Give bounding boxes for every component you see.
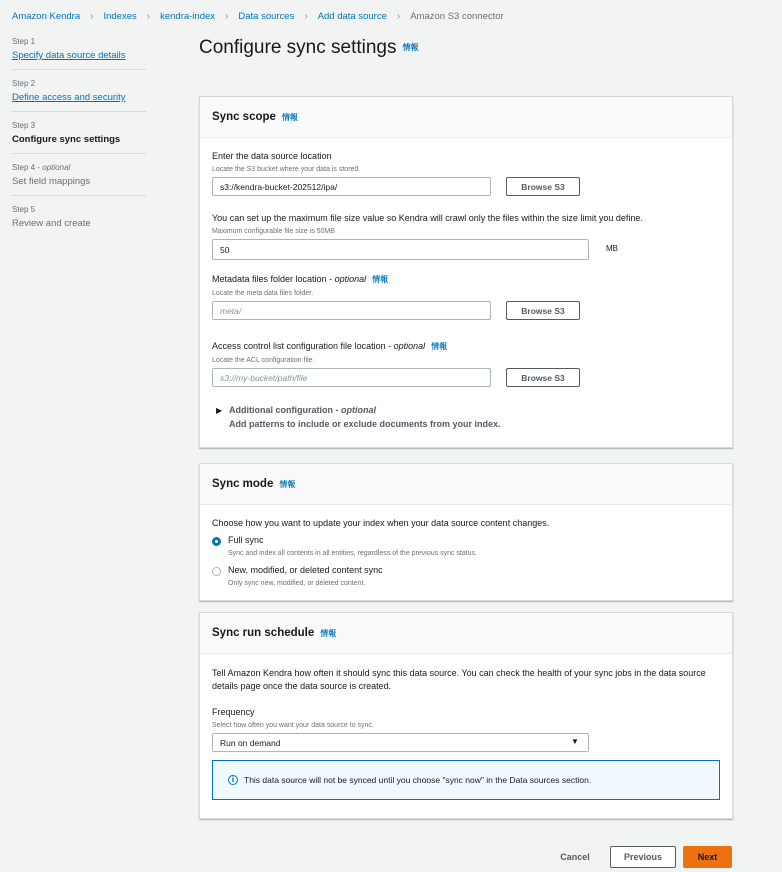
- incremental-sync-description: Only sync new, modified, or deleted content.: [228, 580, 366, 587]
- full-sync-radio[interactable]: [212, 537, 221, 546]
- sync-mode-panel: [199, 463, 733, 601]
- incremental-sync-label[interactable]: New, modified, or deleted content sync: [228, 565, 383, 575]
- breadcrumb-amazon-kendra[interactable]: Amazon Kendra: [12, 11, 81, 22]
- chevron-right-icon: ›: [146, 11, 151, 22]
- info-link[interactable]: 情報: [402, 43, 419, 53]
- breadcrumb: [12, 11, 504, 22]
- info-link[interactable]: 情報: [320, 628, 337, 638]
- max-size-input[interactable]: 50: [212, 239, 589, 260]
- optional-tag: optional: [393, 341, 426, 351]
- location-input[interactable]: s3://kendra-bucket-202512/ipa/: [212, 177, 491, 196]
- frequency-select[interactable]: [212, 733, 589, 752]
- browse-s3-button[interactable]: Browse S3: [506, 301, 580, 320]
- step-1: [12, 37, 146, 70]
- panel-body: [200, 654, 732, 819]
- location-label: Enter the data source location: [212, 151, 332, 161]
- step-5: [12, 205, 146, 237]
- panel-header: [200, 613, 732, 654]
- step-link-access-security[interactable]: Define access and security: [12, 92, 126, 103]
- step-number: Step 2: [12, 79, 36, 88]
- full-sync-description: Sync and index all contents in all entities, regardless of the previous sync status.: [228, 550, 478, 557]
- breadcrumb-add-data-source[interactable]: Add data source: [317, 11, 387, 22]
- breadcrumb-kendra-index[interactable]: kendra-index: [160, 11, 216, 22]
- optional-tag: optional: [42, 163, 71, 172]
- alert-message: This data source will not be synced until you choose "sync now" in the Data sources section.: [244, 775, 592, 785]
- acl-label-text: Access control list configuration file location: [212, 341, 386, 351]
- chevron-right-icon: ›: [90, 11, 94, 22]
- additional-config-description: Add patterns to include or exclude documents from your index.: [229, 419, 501, 429]
- acl-description: Locate the ACL configuration file.: [212, 357, 315, 364]
- panel-title: Sync scope: [212, 111, 276, 123]
- step-number: Step 5: [12, 205, 36, 214]
- step-current-sync-settings: Configure sync settings: [12, 134, 121, 145]
- step-number: Step 1: [12, 37, 36, 46]
- step-field-mappings: Set field mappings: [12, 176, 91, 187]
- step-link-specify-details[interactable]: Specify data source details: [12, 50, 126, 61]
- cancel-button[interactable]: Cancel: [560, 852, 590, 862]
- metadata-label: Metadata files folder location - optional 情報: [212, 274, 389, 285]
- panel-body: [200, 138, 732, 448]
- metadata-input[interactable]: meta/: [212, 301, 491, 320]
- step-number-text: Step 4: [12, 163, 36, 172]
- page-title: [199, 37, 419, 59]
- browse-s3-button[interactable]: Browse S3: [506, 177, 580, 196]
- breadcrumb-indexes[interactable]: Indexes: [103, 11, 137, 22]
- additional-config-label: Additional configuration: [229, 405, 333, 415]
- max-size-description: Maximum configurable file size is 50MB: [212, 228, 335, 235]
- panel-body: [200, 505, 732, 601]
- panel-title: Sync run schedule: [212, 627, 315, 639]
- step-3: [12, 121, 146, 154]
- additional-config-toggle[interactable]: Additional configuration - optional: [229, 405, 376, 415]
- step-2: [12, 79, 146, 112]
- chevron-right-icon: ›: [396, 11, 401, 22]
- metadata-label-text: Metadata files folder location: [212, 274, 327, 284]
- sync-scope-panel: [199, 96, 733, 448]
- metadata-description: Locate the meta data files folder.: [212, 290, 314, 297]
- incremental-sync-radio[interactable]: [212, 567, 221, 576]
- caret-down-icon[interactable]: ▼: [571, 737, 579, 746]
- schedule-intro: Tell Amazon Kendra how often it should sync this data source. You can check the health of your sync jobs in the data source details page once the data source is created.: [212, 668, 706, 691]
- step-4: [12, 163, 146, 196]
- frequency-value: Run on demand: [220, 737, 281, 748]
- location-description: Locate the S3 bucket where your data is stored.: [212, 166, 361, 173]
- next-button[interactable]: Next: [683, 846, 732, 868]
- panel-header: [200, 464, 732, 505]
- sync-mode-intro: Choose how you want to update your index when your data source content changes.: [212, 518, 550, 528]
- acl-input[interactable]: s3://my-bucket/path/file: [212, 368, 491, 387]
- frequency-label: Frequency: [212, 707, 255, 717]
- breadcrumb-current: Amazon S3 connector: [410, 11, 504, 22]
- info-icon: i: [228, 775, 238, 785]
- step-number: Step 4 - optional: [12, 163, 71, 172]
- panel-title: Sync mode: [212, 478, 274, 490]
- acl-label: Access control list configuration file location - optional 情報: [212, 341, 448, 352]
- breadcrumb-data-sources[interactable]: Data sources: [238, 11, 295, 22]
- step-review-create: Review and create: [12, 218, 91, 229]
- optional-tag: optional: [334, 274, 367, 284]
- optional-tag: optional: [341, 405, 376, 415]
- info-link[interactable]: 情報: [281, 112, 298, 122]
- step-number: Step 3: [12, 121, 36, 130]
- chevron-right-icon: ›: [225, 11, 229, 22]
- max-size-label: You can set up the maximum file size value so Kendra will crawl only the files within the size limit you define.: [212, 213, 643, 223]
- previous-button[interactable]: Previous: [610, 846, 676, 868]
- page-title-text: Configure sync settings: [199, 37, 397, 58]
- full-sync-label[interactable]: Full sync: [228, 535, 264, 545]
- wizard-steps: [12, 37, 146, 246]
- info-link[interactable]: 情報: [279, 479, 296, 489]
- caret-right-icon[interactable]: ▶: [216, 406, 223, 415]
- panel-header: [200, 97, 732, 138]
- sync-schedule-panel: [199, 612, 733, 819]
- chevron-right-icon: ›: [304, 11, 308, 22]
- max-size-unit: MB: [606, 244, 618, 253]
- browse-s3-button[interactable]: Browse S3: [506, 368, 580, 387]
- info-link[interactable]: 情報: [372, 275, 389, 285]
- frequency-description: Select how often you want your data source to sync.: [212, 722, 374, 729]
- info-alert: [212, 760, 720, 800]
- info-link[interactable]: 情報: [431, 342, 448, 352]
